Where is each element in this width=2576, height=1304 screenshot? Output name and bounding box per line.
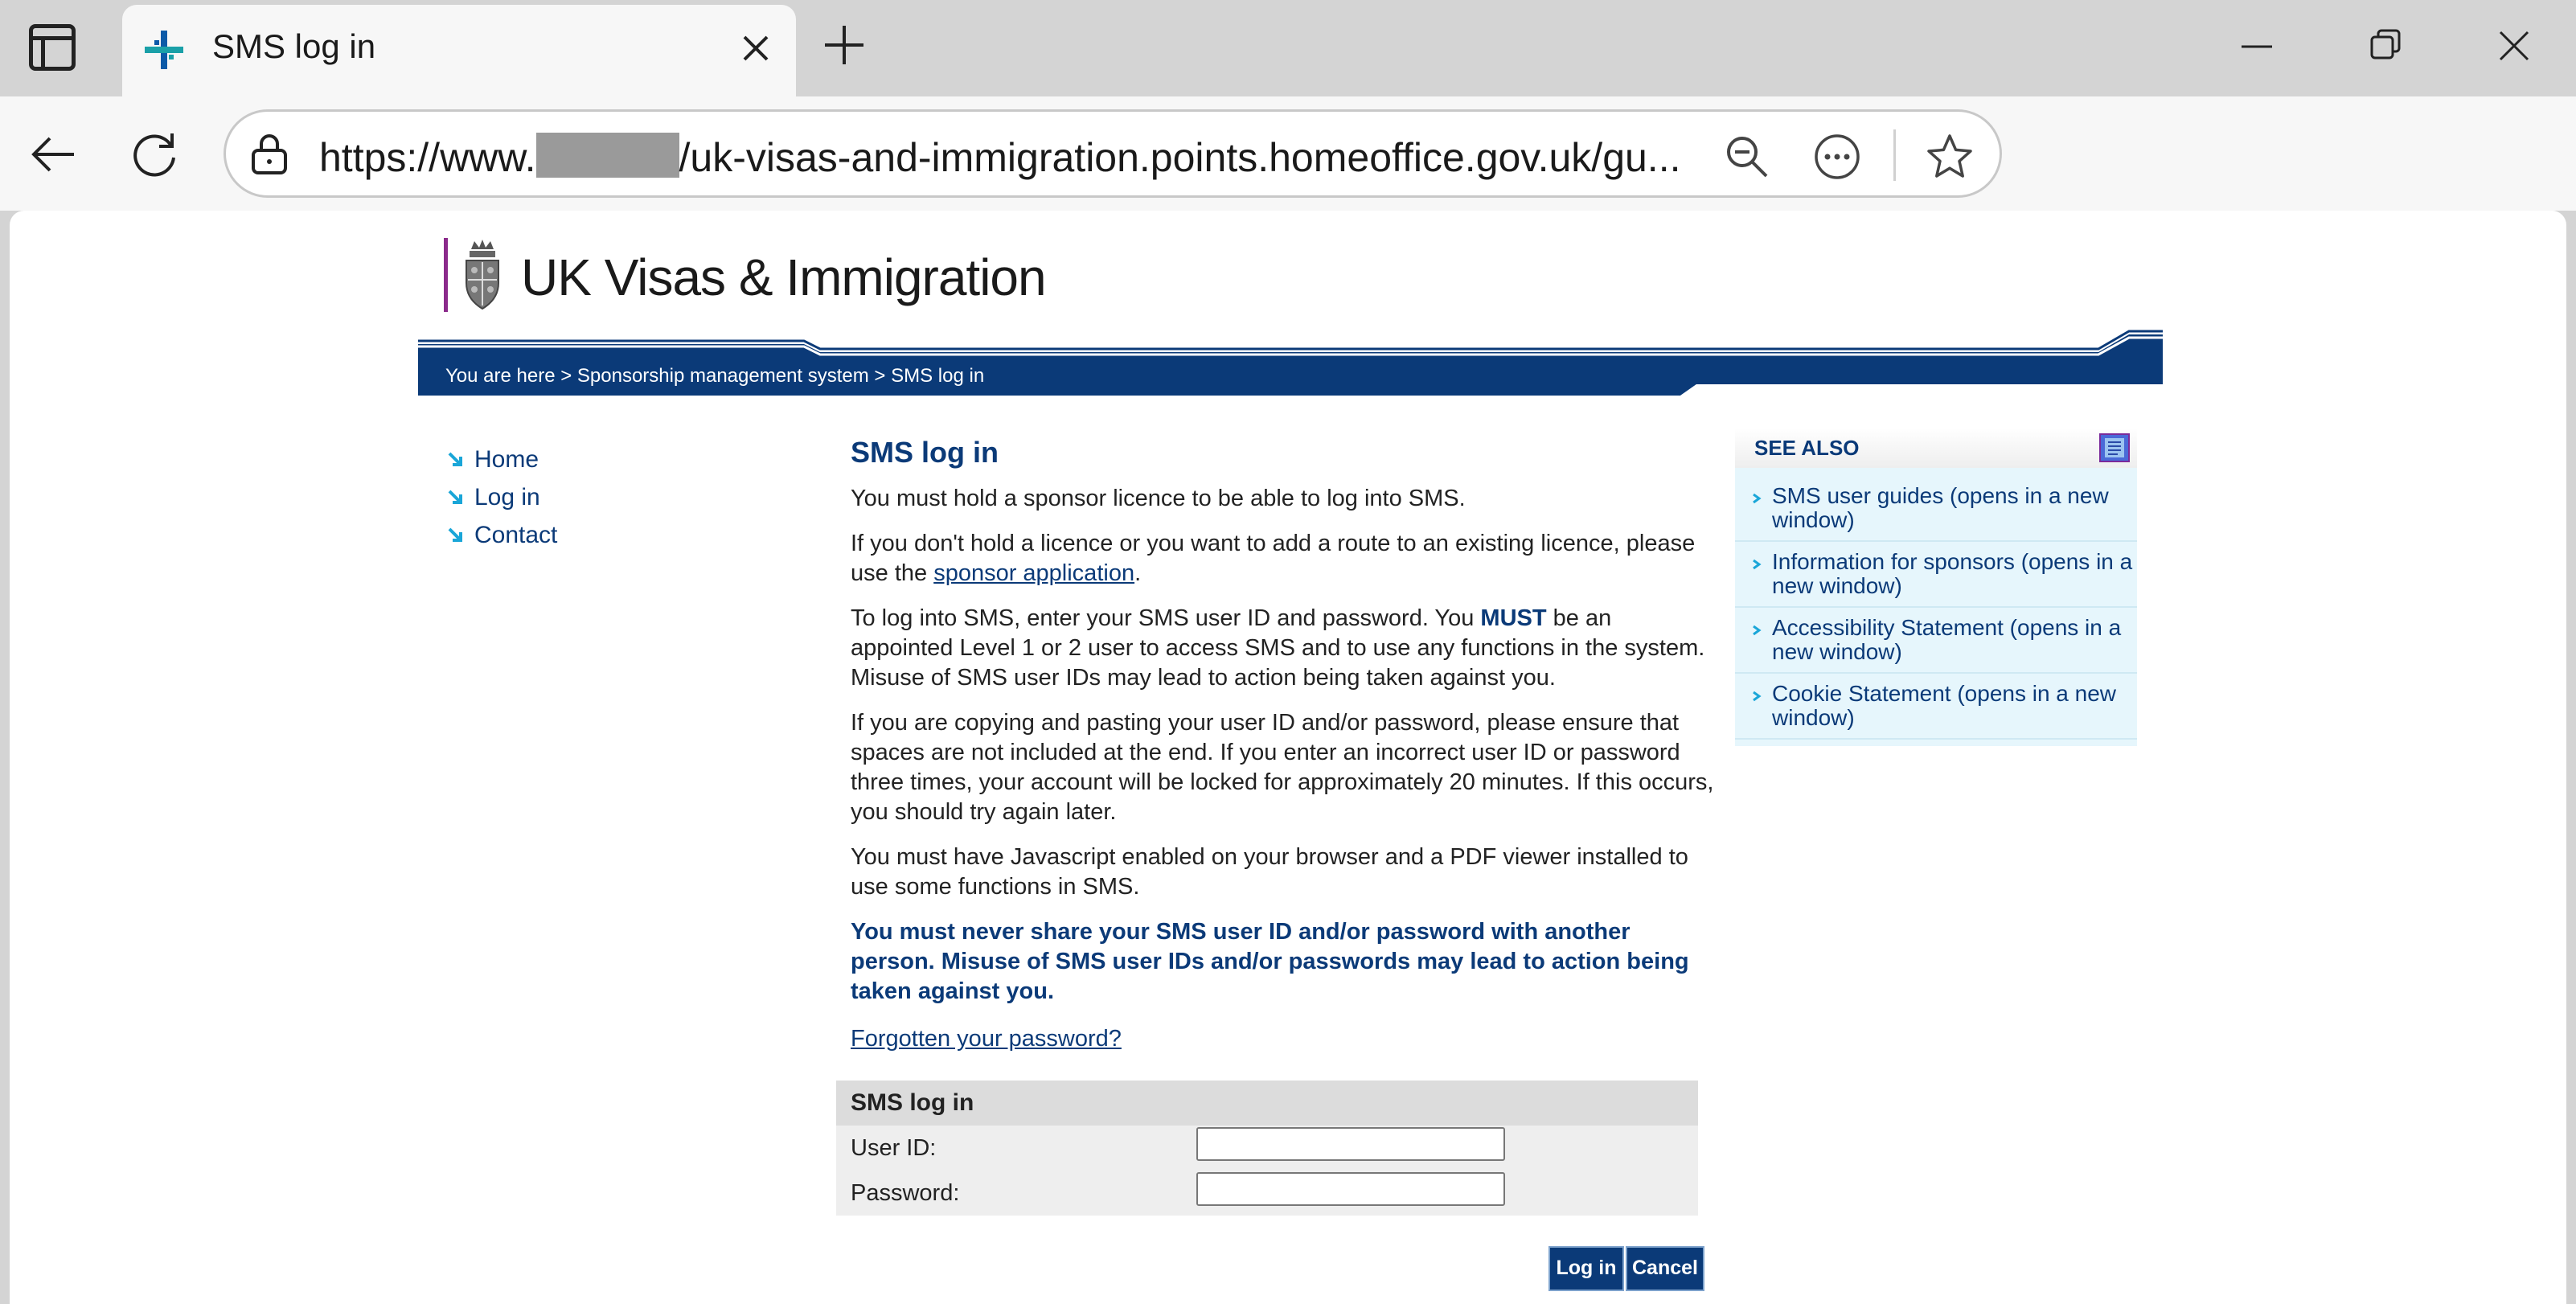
see-also-link-sms-user-guides[interactable]: SMS user guides (opens in a new window) (1735, 476, 2137, 542)
arrow-icon (447, 489, 465, 506)
web-page (10, 211, 2566, 1304)
royal-crest-icon (460, 238, 505, 312)
logo-accent-bar (444, 238, 448, 312)
see-also-heading: SEE ALSO (1735, 428, 2137, 468)
login-form-heading: SMS log in (836, 1081, 1698, 1126)
user-id-input[interactable] (1196, 1127, 1505, 1161)
password-row (836, 1171, 1698, 1216)
licence-requirement-text: You must hold a sponsor licence to be able to log into SMS. (851, 486, 1466, 511)
nav-item-log-in[interactable] (447, 478, 557, 516)
cancel-button[interactable]: Cancel (1626, 1246, 1704, 1291)
favorite-star-icon[interactable] (1926, 133, 1974, 181)
browser-tab-bar (0, 0, 2576, 96)
password-label: Password: (851, 1180, 960, 1206)
address-bar-row (0, 96, 2576, 211)
password-input[interactable] (1196, 1172, 1505, 1206)
see-also-link-accessibility-statement[interactable]: Accessibility Statement (opens in a new window) (1735, 608, 2137, 674)
arrow-icon (447, 451, 465, 469)
page-title: SMS log in (851, 436, 999, 469)
logo-text: UK Visas & Immigration (521, 248, 1046, 306)
tab-title: SMS log in (212, 27, 376, 65)
login-form (836, 1081, 1698, 1216)
browser-tab-active[interactable] (122, 5, 796, 96)
see-also-link-cookie-statement[interactable]: Cookie Statement (opens in a new window) (1735, 674, 2137, 740)
nav-item-contact[interactable] (447, 516, 557, 554)
sponsor-application-text: If you don't hold a licence or you want to add a route to an existing licence, please use the sponsor application. (851, 531, 1696, 586)
book-icon (2098, 433, 2131, 463)
main-content (851, 436, 1719, 1069)
copy-paste-warning-text: If you are copying and pasting your user ID and/or password, please ensure that spaces are not included at the end. If you enter an incorrect user ID or password three times, your account will be locked for approximately 20 minutes. If this occurs, you should try again later. (851, 710, 1714, 825)
sponsor-application-link[interactable]: sponsor application (933, 560, 1135, 586)
url-text[interactable]: https://www. /uk-visas-and-immigration.points.homeoffice.gov.uk/gu... (319, 133, 1680, 181)
url-redaction (536, 133, 679, 178)
arrow-icon (447, 527, 465, 544)
restore-icon[interactable] (2365, 26, 2406, 66)
breadcrumb[interactable]: You are here > Sponsorship management system > SMS log in (445, 365, 985, 387)
window-close-icon[interactable] (2494, 26, 2534, 66)
log-in-button[interactable]: Log in (1548, 1246, 1624, 1291)
chevron-right-icon (1751, 690, 1762, 703)
reload-icon[interactable] (129, 129, 180, 180)
nav-item-label: Contact (474, 521, 558, 548)
forgot-password-link[interactable]: Forgotten your password? (851, 1026, 1122, 1052)
security-warning-text: You must never share your SMS user ID and/or password with another person. Misuse of SMS user IDs and/or passwords may lead to action being taken against you. (851, 919, 1689, 1004)
more-options-icon[interactable] (1813, 133, 1861, 181)
nav-item-label: Log in (474, 483, 540, 511)
lock-icon[interactable] (250, 134, 289, 176)
nav-item-home[interactable] (447, 441, 557, 478)
see-also-list (1735, 468, 2137, 746)
page-content (418, 211, 2168, 1304)
tab-close-icon[interactable] (740, 32, 772, 64)
chevron-right-icon (1751, 492, 1762, 505)
see-also-panel (1735, 428, 2137, 746)
favicon-icon (143, 29, 185, 71)
new-tab-icon[interactable] (822, 23, 867, 68)
see-also-link-information-for-sponsors[interactable]: Information for sponsors (opens in a new window) (1735, 542, 2137, 608)
minimize-icon[interactable] (2237, 26, 2277, 66)
zoom-out-icon[interactable] (1723, 133, 1771, 181)
chevron-right-icon (1751, 624, 1762, 637)
chevron-right-icon (1751, 558, 1762, 571)
user-id-row (836, 1126, 1698, 1171)
address-bar-separator (1893, 129, 1896, 181)
nav-item-label: Home (474, 445, 539, 473)
left-navigation (447, 441, 557, 554)
login-instructions-text: To log into SMS, enter your SMS user ID and password. You MUST be an appointed Level 1 or 2 user to access SMS and to use any functions in the system. Misuse of SMS user IDs may lead to action being taken against you. (851, 605, 1705, 691)
address-bar[interactable] (224, 109, 2002, 198)
back-icon[interactable] (27, 129, 79, 180)
user-id-label: User ID: (851, 1135, 937, 1161)
sidebar-toggle-icon[interactable] (29, 24, 76, 71)
javascript-requirement-text: You must have Javascript enabled on your browser and a PDF viewer installed to use some functions in SMS. (851, 844, 1688, 900)
